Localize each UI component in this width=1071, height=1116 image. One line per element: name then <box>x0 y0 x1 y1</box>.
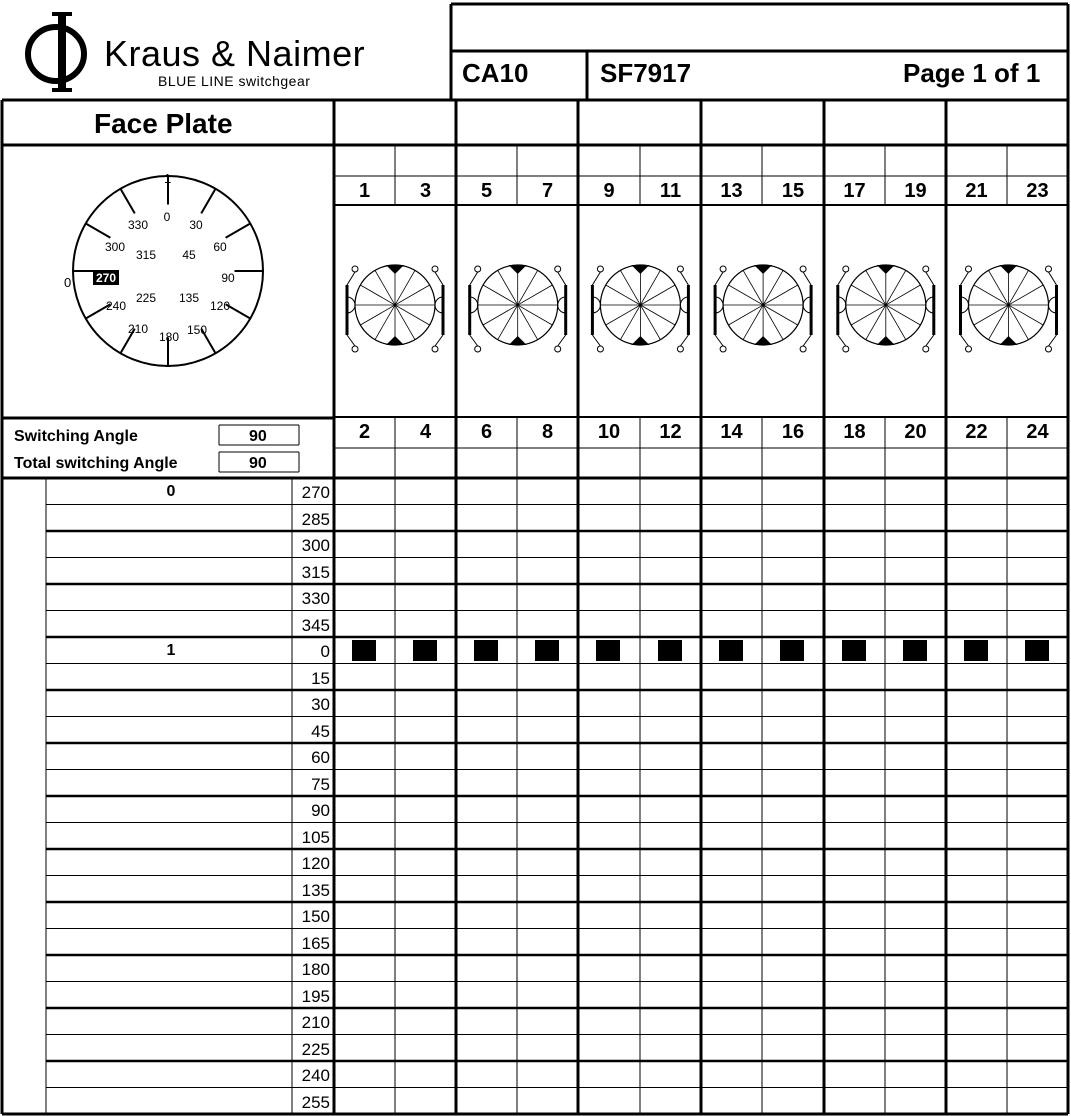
contact-diagrams <box>334 205 1070 417</box>
position-angle: 60 <box>311 748 330 767</box>
terminal-lead <box>838 272 846 285</box>
cam-notch-bottom <box>509 336 527 345</box>
dial-label: 210 <box>127 322 149 336</box>
closed-contact-mark <box>658 640 682 661</box>
contact-pair-icon <box>347 265 443 352</box>
terminal-top-3: 3 <box>419 180 432 202</box>
cam-notch-bottom <box>877 336 895 345</box>
dial-label: 90 <box>221 271 235 285</box>
terminal-top-15: 15 <box>781 180 805 202</box>
terminal-top-23: 23 <box>1026 180 1049 202</box>
closed-contact-mark <box>903 640 927 661</box>
terminal-top-19: 19 <box>904 180 927 202</box>
face-plate-title: Face Plate <box>94 108 233 139</box>
switching-angle-label: Switching Angle <box>14 428 138 445</box>
position-angle: 315 <box>301 562 330 582</box>
position-angle: 195 <box>301 986 330 1006</box>
position-angle: 345 <box>301 615 330 635</box>
closed-contact-mark <box>474 640 498 661</box>
closed-contact-mark <box>413 640 437 661</box>
terminal-bottom-18: 18 <box>843 421 866 443</box>
position-angle: 150 <box>301 907 330 926</box>
position-angle: 285 <box>301 509 330 529</box>
terminal-dot <box>843 346 849 352</box>
dial-label: 45 <box>182 248 196 262</box>
dial-label: 150 <box>186 323 208 337</box>
terminal-dot <box>843 266 849 272</box>
position-name: 1 <box>166 642 176 659</box>
position-name: 0 <box>166 483 176 500</box>
terminal-bottom-22: 22 <box>965 421 988 443</box>
brand-tagline: BLUE LINE switchgear <box>158 73 311 89</box>
dial-tick <box>201 189 215 214</box>
contact-pair-icon <box>592 265 688 352</box>
position-angle: 165 <box>301 933 330 953</box>
terminal-lead <box>1049 335 1057 346</box>
terminal-lead <box>592 335 600 346</box>
terminal-dot <box>720 266 726 272</box>
terminal-top-1: 1 <box>358 180 371 202</box>
terminal-lead <box>926 335 934 346</box>
terminal-bottom-8: 8 <box>541 421 554 443</box>
terminal-dot <box>923 266 929 272</box>
terminal-lead <box>558 335 566 346</box>
position-angle: 240 <box>301 1066 330 1085</box>
terminal-bottom-24: 24 <box>1026 421 1049 443</box>
closed-contact-mark <box>964 640 988 661</box>
terminal-lead <box>803 335 811 346</box>
page-indicator: Page 1 of 1 <box>903 58 1041 88</box>
closed-contact-mark <box>780 640 804 661</box>
dial-label: 240 <box>105 299 127 313</box>
position-angle: 105 <box>301 827 330 847</box>
position-angle: 90 <box>311 801 330 820</box>
position-angle: 120 <box>301 854 330 873</box>
cam-notch-top <box>631 265 649 274</box>
cam-notch-top <box>877 265 895 274</box>
terminal-dot <box>432 266 438 272</box>
terminal-dot <box>966 346 972 352</box>
dial-label: 270 <box>95 271 117 285</box>
terminal-dot <box>597 266 603 272</box>
dial-tick <box>121 189 135 214</box>
terminal-lead <box>470 272 478 285</box>
part-number: SF7917 <box>600 58 692 88</box>
terminal-dot <box>966 266 972 272</box>
terminal-lead <box>715 272 723 285</box>
terminal-lead <box>926 272 934 285</box>
terminal-bottom-16: 16 <box>781 421 805 443</box>
terminal-top-11: 11 <box>659 180 682 202</box>
position-angle: 135 <box>301 880 330 900</box>
terminal-lead <box>961 335 969 346</box>
terminal-lead <box>680 272 688 285</box>
position-angle: 270 <box>301 483 330 502</box>
closed-contact-mark <box>596 640 620 661</box>
cam-notch-bottom <box>386 336 404 345</box>
cam-notch-bottom <box>1000 336 1018 345</box>
contact-pair-icon <box>838 265 934 352</box>
brand-name: Kraus & Naimer <box>104 33 366 74</box>
dial-label: 315 <box>135 248 157 262</box>
dial-tick <box>86 224 111 238</box>
terminal-lead <box>470 335 478 346</box>
dial-label: 225 <box>135 291 157 305</box>
cam-notch-top <box>754 265 772 274</box>
position-angle: 255 <box>301 1092 330 1112</box>
terminal-dot <box>352 346 358 352</box>
dial-label: 180 <box>158 330 180 344</box>
position-angle: 225 <box>301 1039 330 1059</box>
terminal-top-17: 17 <box>843 180 866 202</box>
terminal-dot <box>800 346 806 352</box>
terminal-dot <box>475 346 481 352</box>
phi-logo-icon <box>18 8 98 94</box>
terminal-lead <box>347 272 355 285</box>
cam-notch-bottom <box>754 336 772 345</box>
dial-label: 0 <box>163 210 171 224</box>
dial-label: 135 <box>178 291 200 305</box>
terminal-top-13: 13 <box>720 180 743 202</box>
position-angle: 210 <box>301 1013 330 1032</box>
terminal-bottom-10: 10 <box>597 421 621 443</box>
terminal-dot <box>555 266 561 272</box>
contact-pair-icon <box>961 265 1057 352</box>
terminal-bottom-2: 2 <box>358 421 371 443</box>
position-angle: 75 <box>311 774 330 794</box>
terminal-top-7: 7 <box>541 180 554 202</box>
terminal-dot <box>597 346 603 352</box>
terminal-bottom-6: 6 <box>480 421 493 443</box>
terminal-bottom-14: 14 <box>720 421 743 443</box>
dial-label-top: 1 <box>164 171 172 186</box>
terminal-dot <box>352 266 358 272</box>
terminal-lead <box>680 335 688 346</box>
switching-angle-value: 90 <box>249 428 267 445</box>
position-angle: 30 <box>311 695 330 714</box>
terminal-dot <box>432 346 438 352</box>
terminal-top-21: 21 <box>965 180 988 202</box>
terminal-lead <box>592 272 600 285</box>
terminal-bottom-4: 4 <box>419 421 432 443</box>
position-angle: 180 <box>301 960 330 979</box>
dial-label: 120 <box>209 299 231 313</box>
cam-notch-top <box>509 265 527 274</box>
dial-label: 30 <box>189 218 203 232</box>
terminal-top-9: 9 <box>603 180 615 202</box>
contact-pair-icon <box>715 265 811 352</box>
dial-label-left: 0 <box>64 275 72 290</box>
terminal-dot <box>555 346 561 352</box>
terminal-bottom-12: 12 <box>659 421 682 443</box>
terminal-lead <box>838 335 846 346</box>
closed-contact-mark <box>719 640 743 661</box>
terminal-lead <box>435 272 443 285</box>
dial-tick <box>226 224 251 238</box>
terminal-lead <box>961 272 969 285</box>
terminal-dot <box>800 266 806 272</box>
model-label: CA10 <box>462 58 529 88</box>
terminal-lead <box>715 335 723 346</box>
terminal-dot <box>677 266 683 272</box>
terminal-lead <box>347 335 355 346</box>
dial-label: 330 <box>127 218 149 232</box>
position-angle: 330 <box>301 589 330 608</box>
terminal-lead <box>803 272 811 285</box>
terminal-lead <box>435 335 443 346</box>
terminal-top-5: 5 <box>480 180 493 202</box>
closed-contact-mark <box>352 640 376 661</box>
cam-notch-top <box>386 265 404 274</box>
dial-label: 300 <box>104 240 126 254</box>
cam-notch-top <box>1000 265 1018 274</box>
total-angle-value: 90 <box>249 455 267 472</box>
position-angle: 300 <box>301 536 330 555</box>
contact-pair-icon <box>470 265 566 352</box>
closed-contact-mark <box>1025 640 1049 661</box>
position-angle: 45 <box>311 721 330 741</box>
logo <box>18 8 98 94</box>
position-angle: 0 <box>320 642 330 661</box>
terminal-dot <box>1046 266 1052 272</box>
terminal-lead <box>1049 272 1057 285</box>
position-angle: 15 <box>311 668 330 688</box>
terminal-bottom-20: 20 <box>904 421 927 443</box>
closed-contact-mark <box>535 640 559 661</box>
terminal-dot <box>720 346 726 352</box>
terminal-lead <box>558 272 566 285</box>
terminal-dot <box>1046 346 1052 352</box>
closed-contact-mark <box>842 640 866 661</box>
terminal-dot <box>475 266 481 272</box>
terminal-dot <box>923 346 929 352</box>
cam-notch-bottom <box>631 336 649 345</box>
face-plate-dial <box>50 165 280 375</box>
total-angle-label: Total switching Angle <box>14 455 178 472</box>
dial-label: 60 <box>213 240 227 254</box>
terminal-dot <box>677 346 683 352</box>
